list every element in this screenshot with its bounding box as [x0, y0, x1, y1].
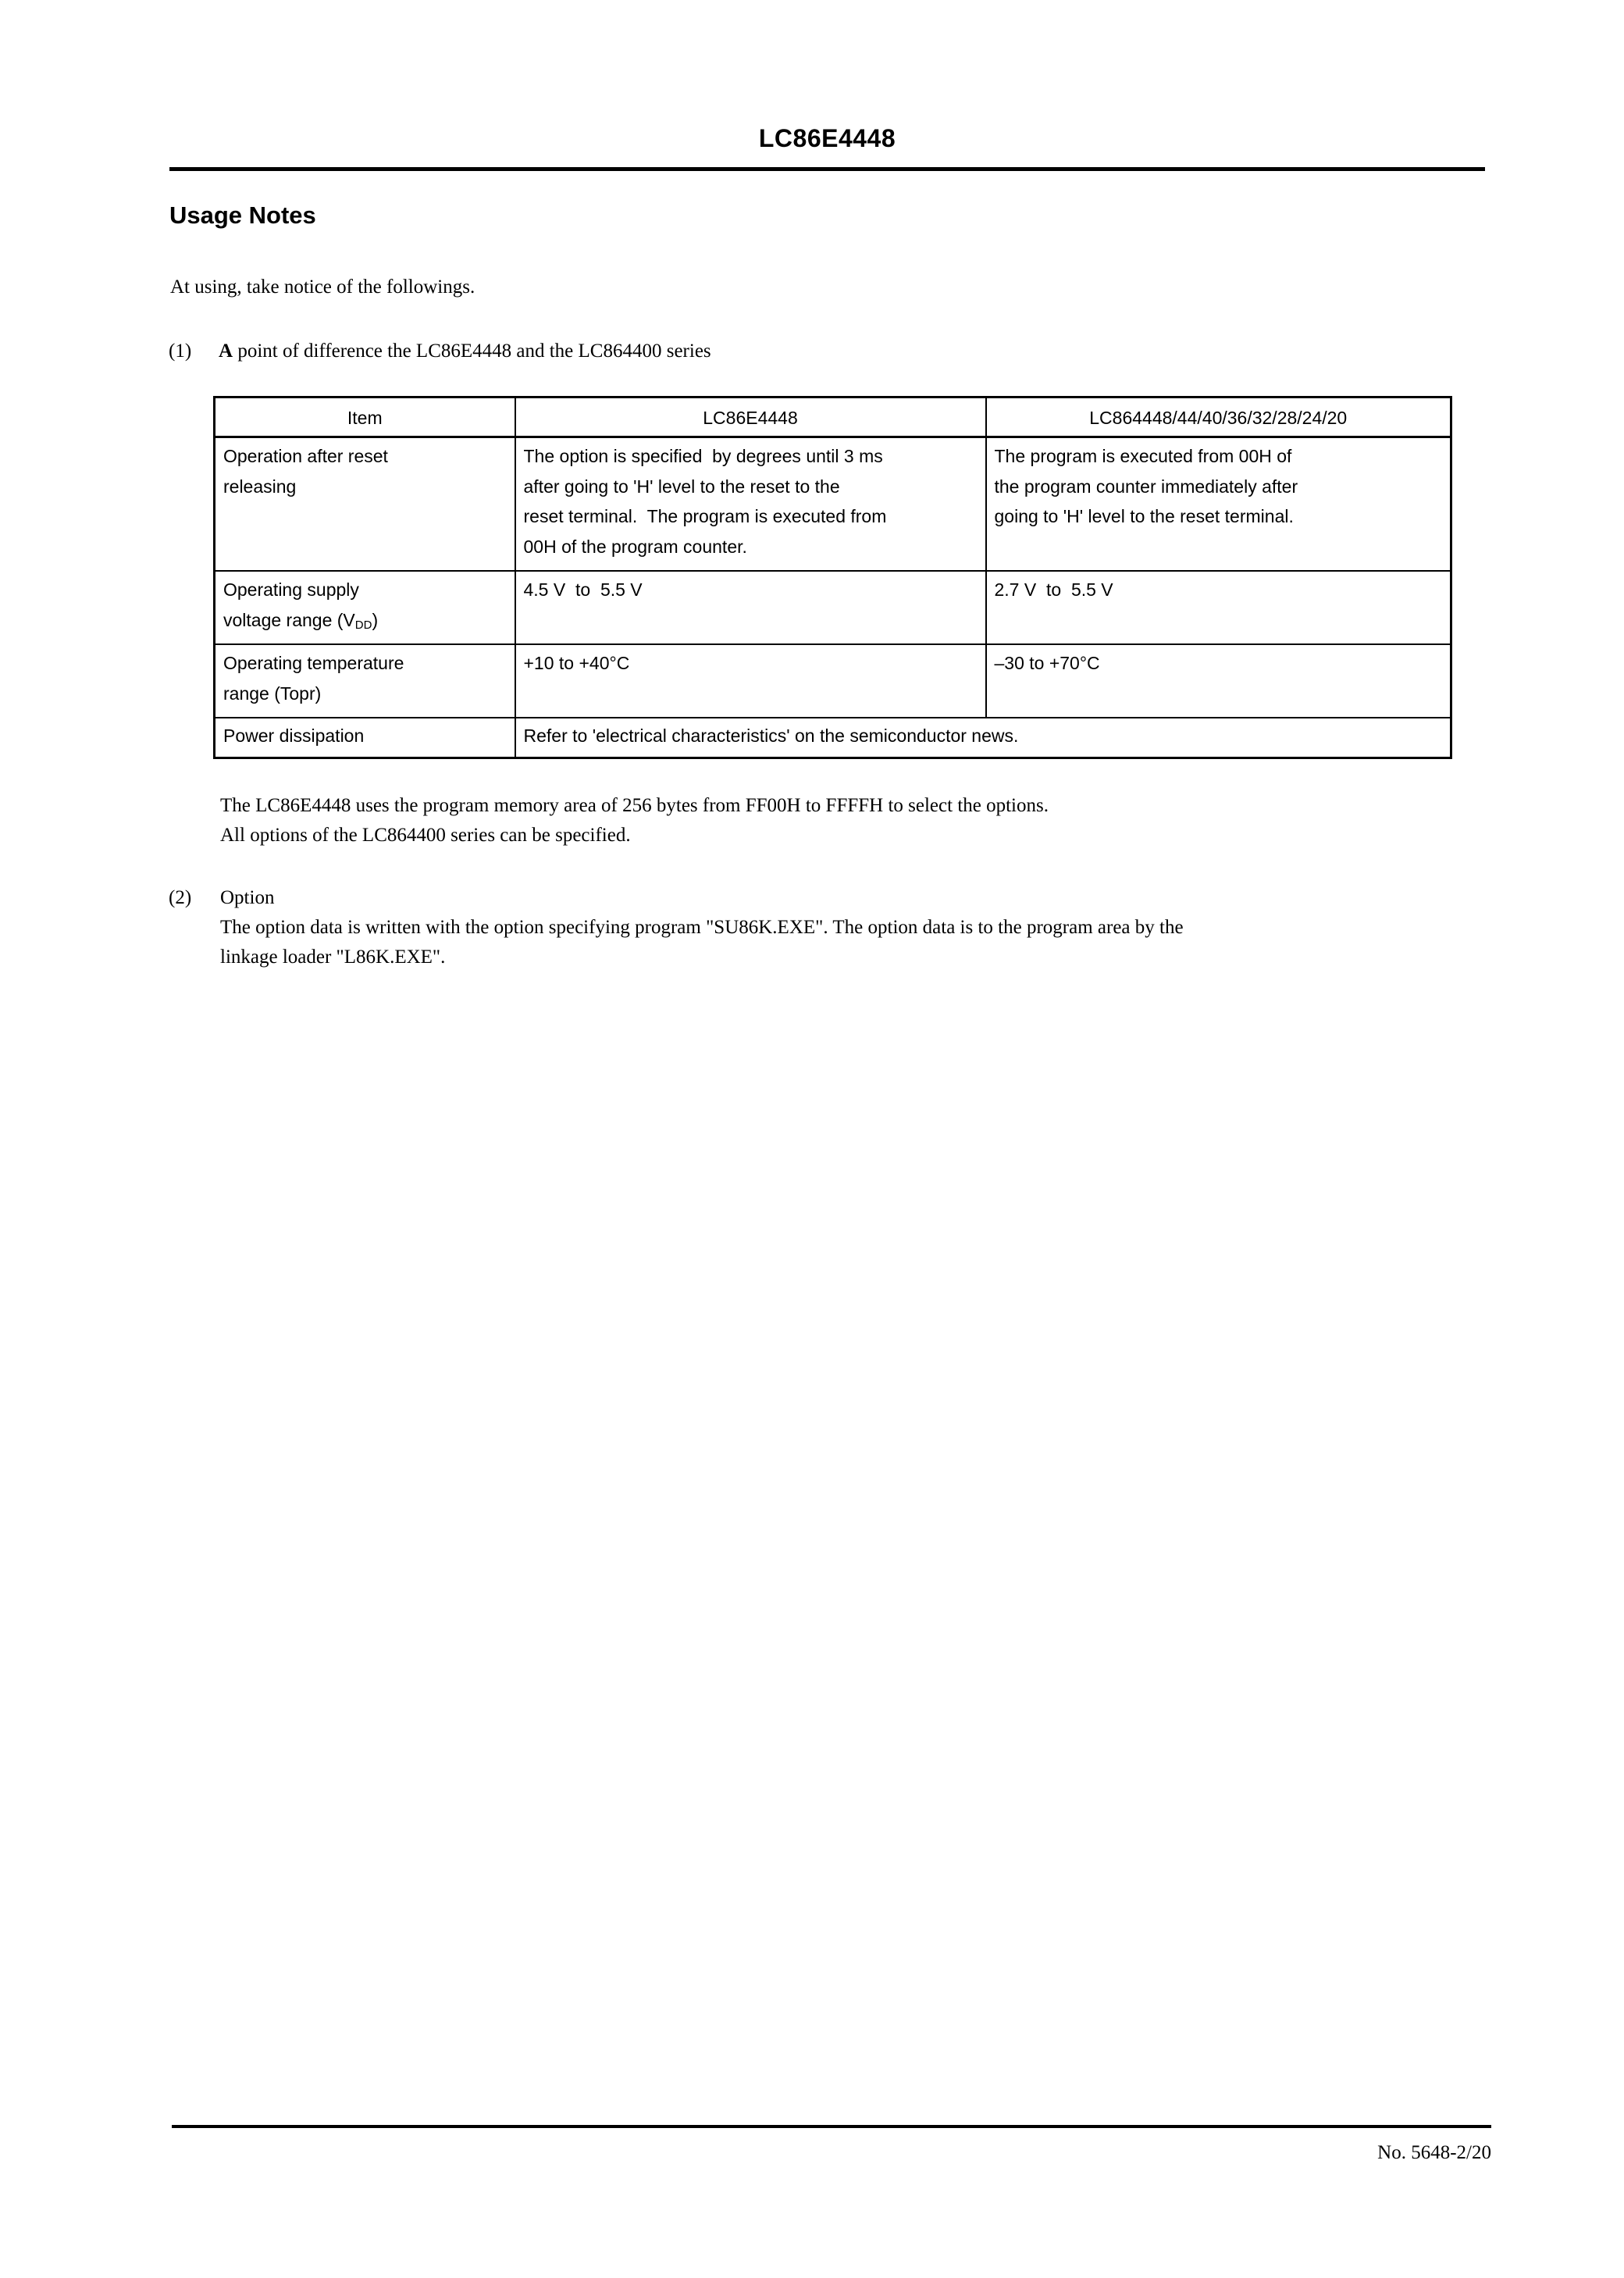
cell-line: after going to 'H' level to the reset to the: [523, 476, 840, 497]
cell-line: Operating supply: [223, 579, 359, 600]
column-header-lc86e4448: LC86E4448: [515, 397, 986, 437]
cell-merged: Refer to 'electrical characteristics' on the semiconductor news.: [515, 718, 1451, 758]
cell-line: +10 to +40°C: [523, 653, 630, 673]
cell-line: the program counter immediately after: [994, 476, 1298, 497]
cell-line: –30 to +70°C: [994, 653, 1100, 673]
page-number: No. 5648-2/20: [1377, 2142, 1491, 2163]
cell-line: 4.5 V to 5.5 V: [523, 579, 643, 600]
item-1-title-rest: point of difference the LC86E4448 and the LC864400 series: [233, 340, 711, 362]
item-2-number: (2): [169, 887, 192, 908]
document-title: LC86E4448: [758, 124, 896, 152]
item-2-text-line-2: linkage loader "L86K.EXE".: [220, 946, 446, 968]
header-rule: [169, 167, 1485, 171]
cell-line: 00H of the program counter.: [523, 536, 747, 557]
cell-line: Operation after reset: [223, 446, 388, 466]
table-row: [215, 437, 1451, 572]
cell-lc864448-series: [986, 437, 1451, 572]
cell-line: [223, 605, 507, 639]
cell-lc864448-series: [986, 571, 1451, 644]
cell-item: [215, 437, 515, 572]
table-header-row: [215, 397, 1451, 437]
cell-line: 2.7 V to 5.5 V: [994, 579, 1113, 600]
note-line-2: All options of the LC864400 series can be specified.: [220, 825, 631, 846]
cell-lc86e4448: [515, 571, 986, 644]
item-2-title: Option: [220, 887, 275, 908]
cell-line: range (Topr): [223, 683, 322, 704]
cell-line: going to 'H' level to the reset terminal.: [994, 506, 1294, 526]
column-header-lc864448-series: LC864448/44/40/36/32/28/24/20: [986, 397, 1451, 437]
item-1-title-first: A: [219, 340, 233, 362]
intro-sentence: At using, take notice of the followings.: [170, 276, 475, 298]
column-header-item: Item: [215, 397, 515, 437]
cell-line: The option is specified by degrees until 3 ms: [523, 446, 883, 466]
section-heading: Usage Notes: [169, 201, 316, 229]
item-1-title: [219, 337, 711, 366]
cell-line: releasing: [223, 476, 297, 497]
item-2-text-line-1: The option data is written with the option specifying program "SU86K.EXE". The option data is to the program area by the: [220, 917, 1184, 938]
cell-item: [215, 571, 515, 644]
cell-lc86e4448: [515, 644, 986, 718]
cell-line: The program is executed from 00H of: [994, 446, 1292, 466]
intro-text: [170, 273, 475, 302]
cell-item: [215, 644, 515, 718]
item-1-number: (1): [169, 340, 192, 362]
cell-lc86e4448: [515, 437, 986, 572]
table-row: [215, 644, 1451, 718]
footer-rule: [172, 2125, 1491, 2128]
cell-item: Power dissipation: [215, 718, 515, 758]
cell-line: Operating temperature: [223, 653, 404, 673]
note-line-1: The LC86E4448 uses the program memory area of 256 bytes from FF00H to FFFFH to select the options.: [220, 795, 1049, 816]
table-row: [215, 718, 1451, 758]
cell-text: voltage range (V: [223, 609, 355, 630]
cell-line: reset terminal. The program is executed from: [523, 506, 887, 526]
table-row: [215, 571, 1451, 644]
subscript-dd: DD: [354, 618, 372, 632]
comparison-table: [213, 396, 1452, 759]
cell-lc864448-series: [986, 644, 1451, 718]
cell-text: ): [372, 609, 379, 630]
